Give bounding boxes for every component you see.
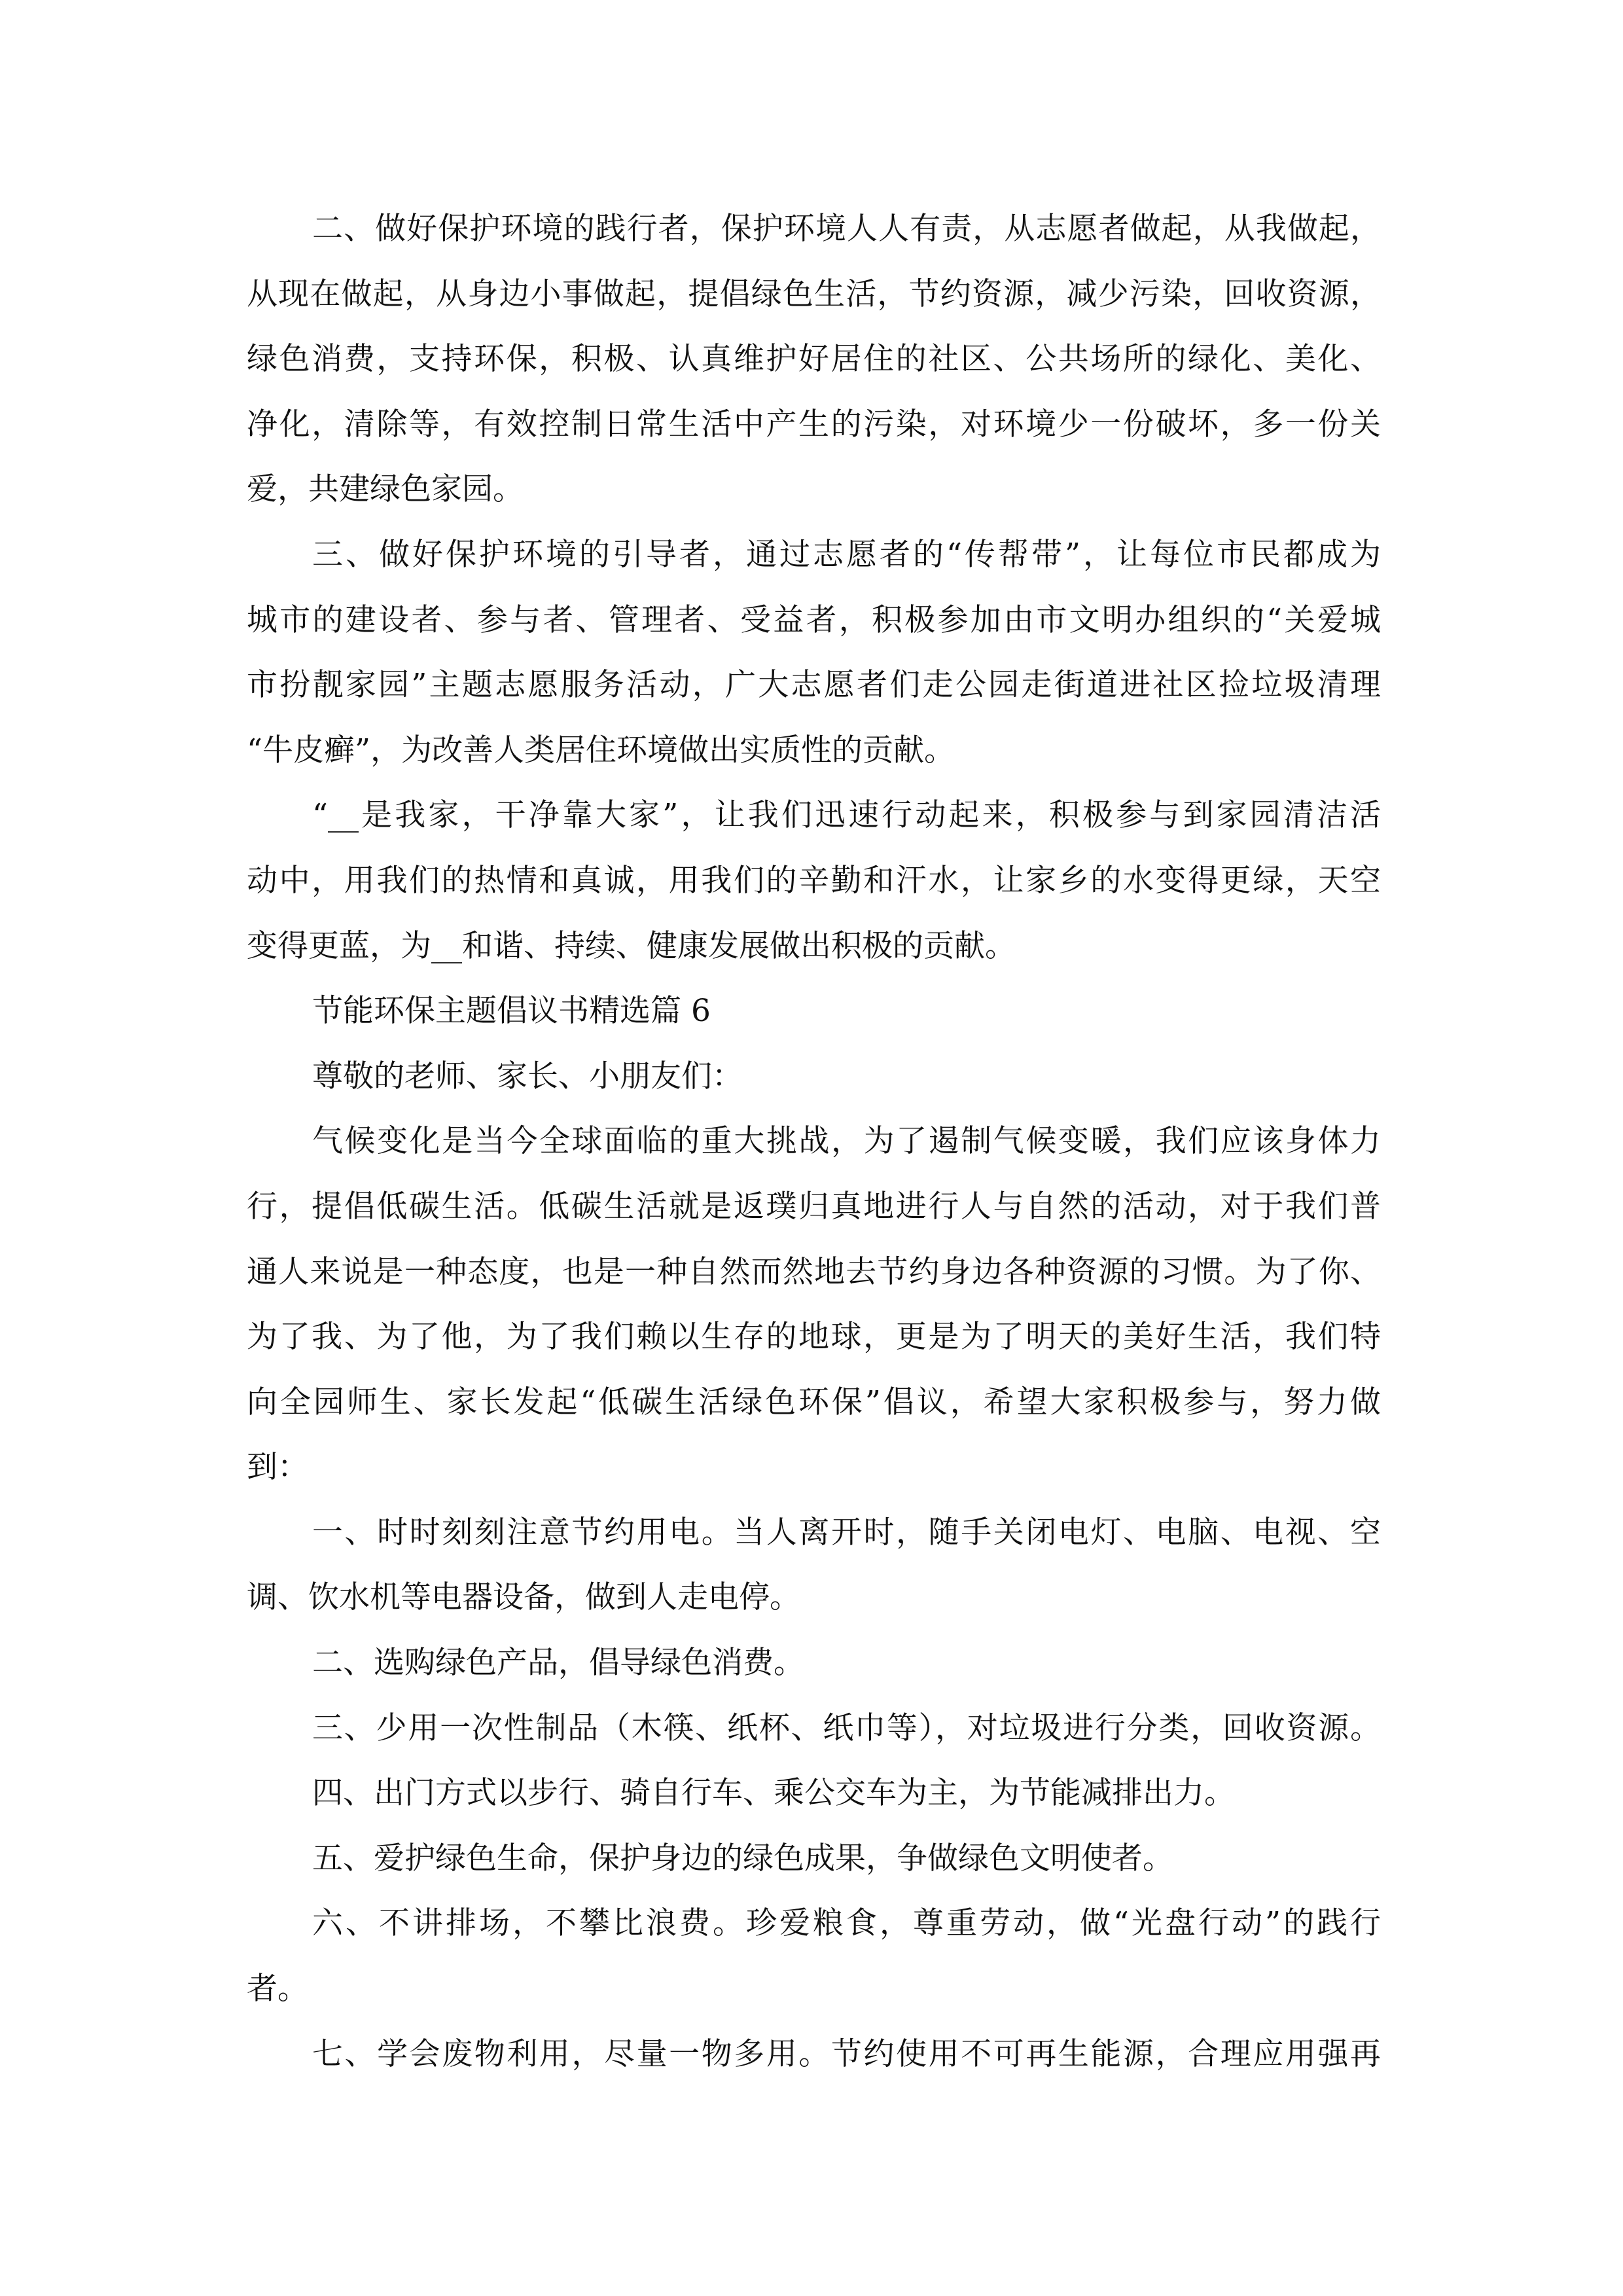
text-line: 向全园师生、家长发起“低碳生活绿色环保”倡议，希望大家积极参与，努力做 — [247, 1384, 1381, 1420]
text-line: 动中，用我们的热情和真诚，用我们的辛勤和汗水，让家乡的水变得更绿，天空 — [247, 862, 1381, 899]
text-line: 净化，清除等，有效控制日常生活中产生的污染，对环境少一份破坏，多一份关 — [247, 406, 1381, 442]
text-line: 一、时时刻刻注意节约用电。当人离开时，随手关闭电灯、电脑、电视、空 — [312, 1514, 1381, 1551]
text-line: 尊敬的老师、家长、小朋友们： — [312, 1058, 743, 1094]
text-line: 到： — [247, 1449, 308, 1486]
text-line: 变得更蓝，为__和谐、持续、健康发展做出积极的贡献。 — [247, 927, 1016, 964]
text-line: 二、选购绿色产品，倡导绿色消费。 — [312, 1645, 804, 1681]
text-line: 二、做好保护环境的践行者，保护环境人人有责，从志愿者做起，从我做起， — [312, 211, 1381, 247]
text-line: 七、学会废物利用，尽量一物多用。节约使用不可再生能源，合理应用强再 — [312, 2036, 1381, 2072]
text-line: 从现在做起，从身边小事做起，提倡绿色生活，节约资源，减少污染，回收资源， — [247, 276, 1381, 312]
text-line: 爱，共建绿色家园。 — [247, 471, 524, 508]
text-line: 通人来说是一种态度，也是一种自然而然地去节约身边各种资源的习惯。为了你、 — [247, 1253, 1381, 1290]
text-line: 行，提倡低碳生活。低碳生活就是返璞归真地进行人与自然的活动，对于我们普 — [247, 1188, 1381, 1225]
text-line: 调、饮水机等电器设备，做到人走电停。 — [247, 1579, 800, 1616]
text-line: 三、少用一次性制品（木筷、纸杯、纸巾等），对垃圾进行分类，回收资源。 — [312, 1710, 1381, 1746]
text-line: 节能环保主题倡议书精选篇 6 — [312, 993, 711, 1030]
document-body — [247, 196, 1381, 2087]
text-line: “牛皮癣”，为改善人类居住环境做出实质性的贡献。 — [247, 732, 955, 768]
text-line: 五、爱护绿色生命，保护身边的绿色成果，争做绿色文明使者。 — [312, 1840, 1173, 1876]
text-line: 三、做好保护环境的引导者，通过志愿者的“传帮带”，让每位市民都成为 — [312, 536, 1381, 573]
text-line: 市扮靓家园”主题志愿服务活动，广大志愿者们走公园走街道进社区捡垃圾清理 — [247, 667, 1381, 704]
text-line: 四、出门方式以步行、骑自行车、乘公交车为主，为节能减排出力。 — [312, 1775, 1235, 1812]
text-line: 气候变化是当今全球面临的重大挑战，为了遏制气候变暖，我们应该身体力 — [312, 1123, 1381, 1160]
text-line: 城市的建设者、参与者、管理者、受益者，积极参加由市文明办组织的“关爱城 — [247, 601, 1381, 638]
text-line: 者。 — [247, 1971, 308, 2007]
text-line: “__是我家，干净靠大家”，让我们迅速行动起来，积极参与到家园清洁活 — [312, 797, 1381, 834]
text-line: 绿色消费，支持环保，积极、认真维护好居住的社区、公共场所的绿化、美化、 — [247, 341, 1381, 378]
text-line: 六、不讲排场，不攀比浪费。珍爱粮食，尊重劳动，做“光盘行动”的践行 — [312, 1905, 1381, 1942]
text-line: 为了我、为了他，为了我们赖以生存的地球，更是为了明天的美好生活，我们特 — [247, 1319, 1381, 1355]
